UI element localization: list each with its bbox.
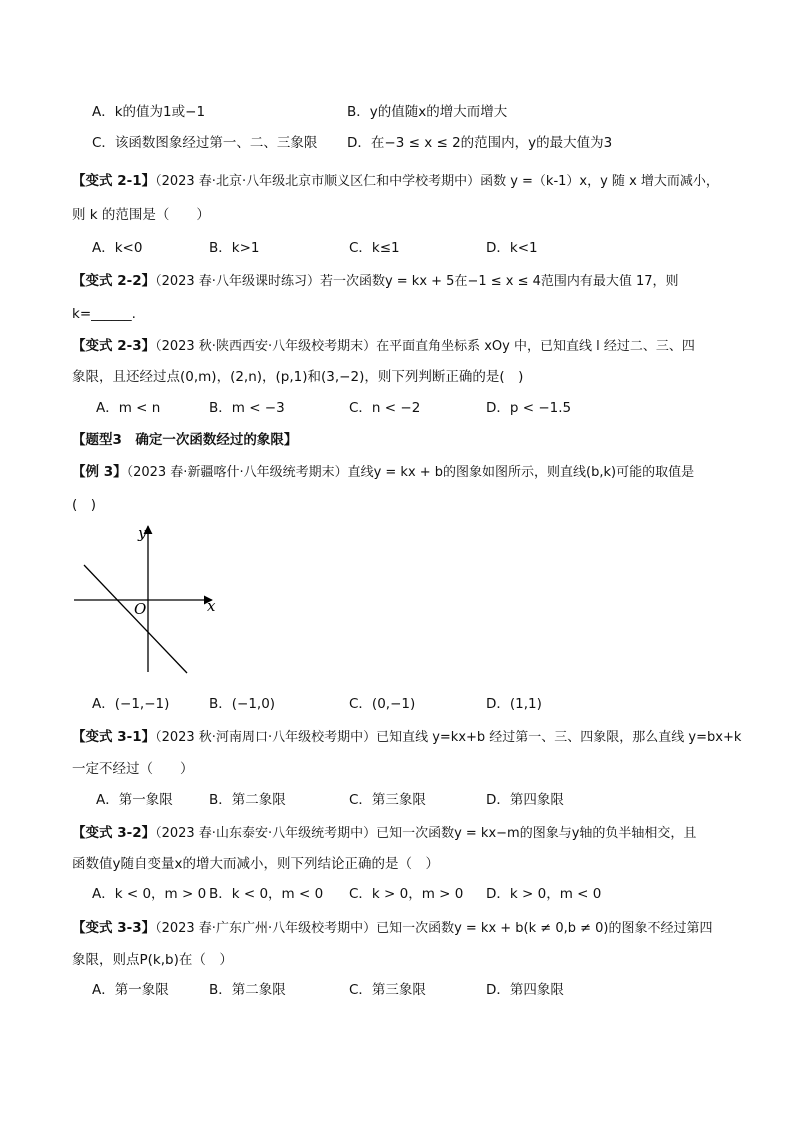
question-text: （2023 春·北京·八年级北京市顺义区仁和中学校考期中）函数 y =（k-1）x，y 随 x 增大而减小， [155,174,719,189]
option-a: A．m < n [96,400,161,416]
option-c: C．第三象限 [349,982,426,998]
question-text: （2023 春·山东泰安·八年级统考期中）已知一次函数y = kx−m的图象与y轴的负半轴相交，且 [155,826,697,841]
question-text-cont: ( ) [72,497,97,513]
origin-label: O [134,600,147,618]
option-d: D．k > 0，m < 0 [486,886,602,902]
question-text: （2023 秋·陕西西安·八年级校考期末）在平面直角坐标系 xOy 中，已知直线 l 经过二、三、四 [155,339,695,354]
x-axis-label: x [207,597,216,615]
answer-blank-line: k=______. [72,306,136,322]
option-a: A．k<0 [92,240,143,256]
option-d: D．在−3 ≤ x ≤ 2的范围内，y的最大值为3 [347,135,613,151]
option-a: A．k的值为1或−1 [92,104,206,120]
question-text-cont: 象限，且还经过点(0,m)，(2,n)，(p,1)和(3,−2)，则下列判断正确的是( ) [72,369,524,385]
question-v3-2 [72,823,696,844]
option-c: C．第三象限 [349,792,426,808]
question-v2-2 [72,271,679,292]
graph-line [84,565,187,673]
option-b: B．(−1,0) [209,696,276,712]
option-a: A．第一象限 [96,792,173,808]
option-b: B．y的值随x的增大而增大 [347,104,508,120]
question-tag: 【变式 2-2】 [72,273,156,289]
question-tag: 【例 3】 [72,464,127,480]
question-text-cont: 一定不经过（ ） [72,761,194,777]
question-text-cont: 函数值y随自变量x的增大而减小，则下列结论正确的是（ ） [72,856,439,872]
option-d: D．k<1 [486,240,538,256]
option-a: A．第一象限 [92,982,169,998]
option-d: D．第四象限 [486,792,564,808]
question-text: （2023 春·八年级课时练习）若一次函数y = kx + 5在−1 ≤ x ≤ 4范围内有最大值 17，则 [155,274,679,289]
option-c: C．(0,−1) [349,696,416,712]
option-b: B．k < 0，m < 0 [209,886,324,902]
option-c: C．该函数图象经过第一、二、三象限 [92,135,318,151]
option-b: B．第二象限 [209,792,286,808]
option-b: B．k>1 [209,240,260,256]
question-v3-1 [72,727,741,748]
question-tag: 【变式 2-1】 [72,173,156,189]
question-v2-1 [72,171,719,192]
line-graph-figure [60,520,240,680]
question-v2-3 [72,336,695,357]
question-text-cont: 象限，则点P(k,b)在（ ） [72,952,233,968]
question-tag: 【变式 3-2】 [72,825,156,841]
option-c: C．k > 0，m > 0 [349,886,464,902]
option-d: D．p < −1.5 [486,400,572,416]
option-b: B．m < −3 [209,400,285,416]
option-c: C．k≤1 [349,240,400,256]
option-a: A．(−1,−1) [92,696,170,712]
question-text: （2023 秋·河南周口·八年级校考期中）已知直线 y=kx+b 经过第一、三、四象限，那么直线 y=bx+k [155,730,742,745]
option-d: D．(1,1) [486,696,542,712]
y-axis-label: y [138,524,147,542]
option-a: A．k < 0，m > 0 [92,886,207,902]
section-heading: 【题型3 确定一次函数经过的象限】 [72,432,298,448]
question-text: （2023 春·新疆喀什·八年级统考期末）直线y = kx + b的图象如图所示，则直线(b,k)可能的取值是 [126,465,695,480]
option-b: B．第二象限 [209,982,286,998]
question-text-cont: 则 k 的范围是（ ） [72,207,210,223]
question-tag: 【变式 3-1】 [72,729,156,745]
question-example-3 [72,462,694,483]
question-tag: 【变式 3-3】 [72,920,156,936]
question-v3-3 [72,918,712,939]
option-d: D．第四象限 [486,982,564,998]
option-c: C．n < −2 [349,400,421,416]
question-text: （2023 春·广东广州·八年级校考期中）已知一次函数y = kx + b(k ≠ 0,b ≠ 0)的图象不经过第四 [155,921,713,936]
question-tag: 【变式 2-3】 [72,338,156,354]
